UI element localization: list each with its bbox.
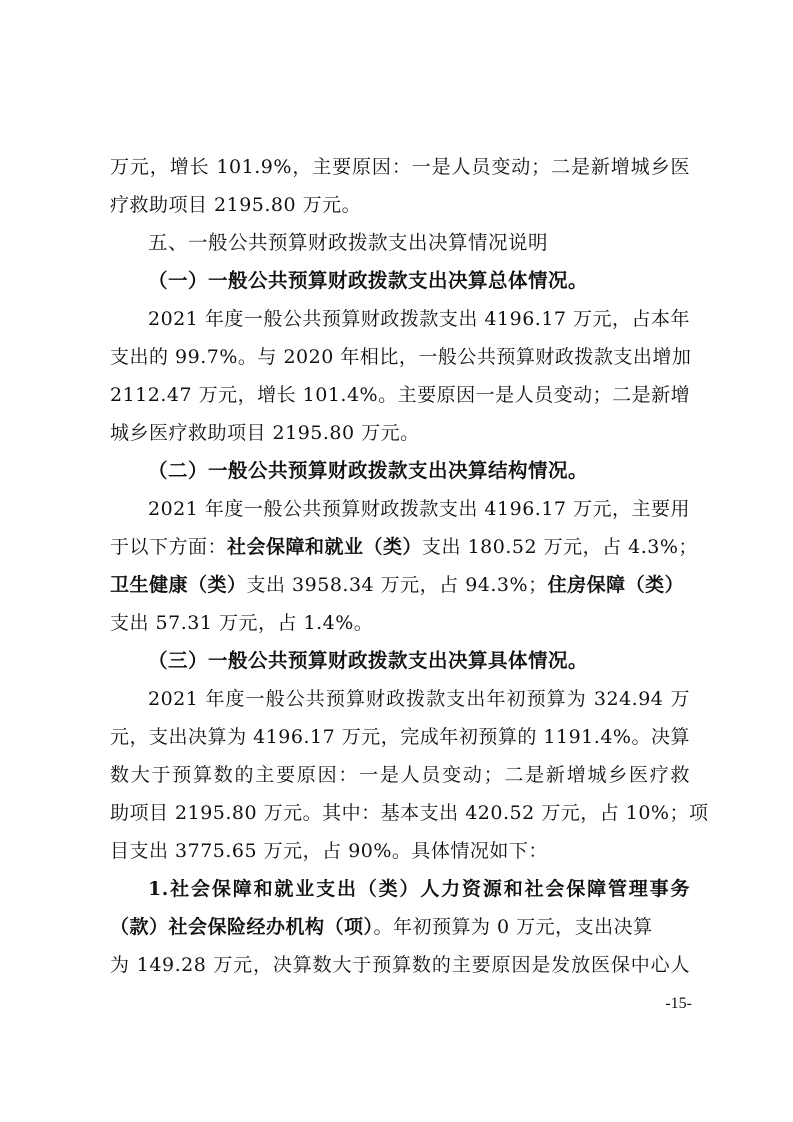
body-text-line: 万元，增长 101.9%，主要原因：一是人员变动；二是新增城乡医	[110, 156, 690, 178]
body-text-segment: 。年初预算为 0 万元，支出决算	[373, 916, 653, 938]
subsection-heading: （二）一般公共预算财政拨款支出决算结构情况。	[148, 459, 589, 482]
body-text-segment: 支出 180.52 万元，占 4.3%；	[422, 536, 698, 558]
body-text-line: 2112.47 万元，增长 101.4%。主要原因一是人员变动；二是新增	[110, 384, 691, 406]
bold-category-label: 社会保障和就业（类）	[227, 536, 423, 558]
body-text-line	[110, 530, 698, 564]
body-text-segment: 于以下方面：	[110, 536, 228, 558]
body-text-line: 城乡医疗救助项目 2195.80 万元。	[110, 422, 420, 444]
section-heading: 五、一般公共预算财政拨款支出决算情况说明	[148, 231, 549, 254]
subsection-heading: （一）一般公共预算财政拨款支出决算总体情况。	[148, 269, 589, 292]
bold-category-label: 卫生健康（类）	[110, 574, 247, 596]
bold-category-label: （款）社会保险经办机构（项）	[110, 916, 374, 938]
body-text-line: 2021 年度一般公共预算财政拨款支出年初预算为 324.94 万	[148, 688, 690, 710]
body-text-line	[110, 910, 690, 944]
page-number: -15-	[665, 995, 692, 1012]
body-text-line: 疗救助项目 2195.80 万元。	[110, 194, 362, 216]
numbered-item-heading: 1.社会保障和就业支出（类）人力资源和社会保障管理事务	[148, 878, 690, 900]
body-text-line: 元，支出决算为 4196.17 万元，完成年初预算的 1191.4%。决算	[110, 726, 690, 748]
body-text-line: 2021 年度一般公共预算财政拨款支出 4196.17 万元，占本年	[148, 308, 691, 330]
subsection-heading: （三）一般公共预算财政拨款支出决算具体情况。	[148, 649, 589, 672]
bold-category-label: 住房保障（类）	[547, 574, 685, 596]
body-text-line: 支出 57.31 万元，占 1.4%。	[110, 612, 374, 634]
body-text-segment: 支出 3958.34 万元，占 94.3%；	[246, 574, 548, 596]
body-text-line	[110, 568, 690, 602]
body-text-line: 助项目 2195.80 万元。其中：基本支出 420.52 万元，占 10%；项	[110, 802, 709, 824]
body-text-line: 2021 年度一般公共预算财政拨款支出 4196.17 万元，主要用	[148, 498, 691, 520]
body-text-line: 为 149.28 万元，决算数大于预算数的主要原因是发放医保中心人	[110, 954, 690, 976]
body-text-line: 支出的 99.7%。与 2020 年相比，一般公共预算财政拨款支出增加	[110, 346, 692, 368]
body-text-line: 目支出 3775.65 万元，占 90%。具体情况如下：	[110, 840, 548, 862]
body-text-line: 数大于预算数的主要原因：一是人员变动；二是新增城乡医疗救	[110, 764, 690, 786]
